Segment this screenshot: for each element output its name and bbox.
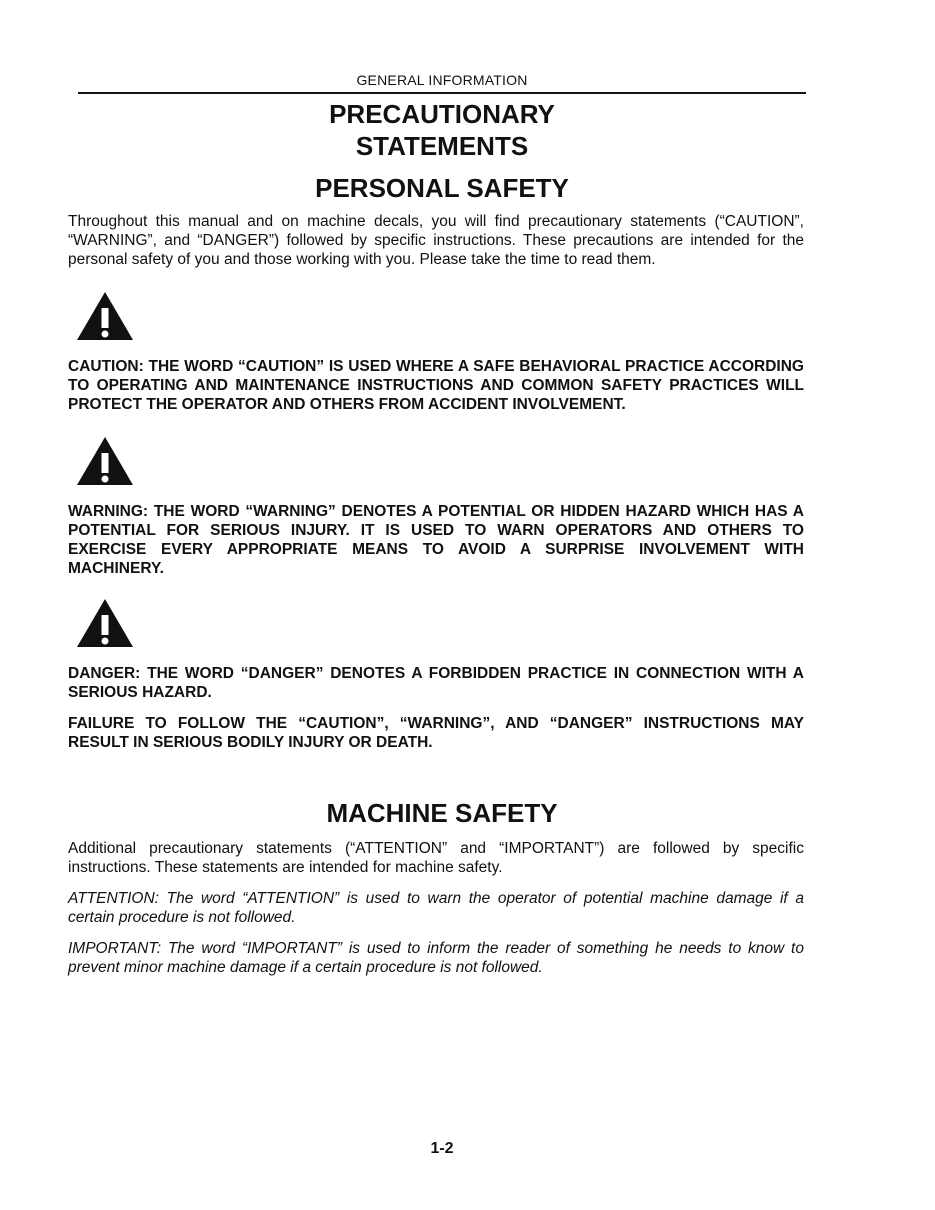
running-head: GENERAL INFORMATION (356, 72, 528, 88)
intro-paragraph: Throughout this manual and on machine decals, you will find precautionary statements (“CAUTION”, “WARNING”, and “DANGER”) followed by specific instructions. These precautions are intended for the personal safety of you and those working with you. Please take the time to read them. (68, 213, 804, 268)
caution-statement: CAUTION: THE WORD “CAUTION” IS USED WHERE A SAFE BEHAVIORAL PRACTICE ACCORDING TO OPERATING AND MAINTENANCE INSTRUCTIONS AND COMMON SAFETY PRACTICES WILL PROTECT THE OPERATOR AND OTHERS FROM ACCIDENT INVOLVEMENT. (68, 358, 804, 413)
title-precautionary: PRECAUTIONARY (329, 99, 555, 129)
danger-statement: DANGER: THE WORD “DANGER” DENOTES A FORBIDDEN PRACTICE IN CONNECTION WITH A SERIOUS HAZARD. (68, 665, 804, 701)
important-statement: IMPORTANT: The word “IMPORTANT” is used to inform the reader of something he needs to know to prevent minor machine damage if a certain procedure is not followed. (68, 940, 804, 976)
warning-statement: WARNING: THE WORD “WARNING” DENOTES A POTENTIAL OR HIDDEN HAZARD WHICH HAS A POTENTIAL FOR SERIOUS INJURY. IT IS USED TO WARN OPERATORS AND OTHERS TO EXERCISE EVERY APPROPRIATE MEANS TO AVOID A SURPRISE INVOLVEMENT WITH MACHINERY. (68, 503, 804, 577)
heading-machine-safety: MACHINE SAFETY (326, 798, 558, 828)
page-number: 1-2 (430, 1140, 454, 1157)
warning-triangle-icon (75, 597, 135, 649)
heading-personal-safety: PERSONAL SAFETY (315, 173, 569, 203)
warning-triangle-icon (75, 290, 135, 342)
title-statements: STATEMENTS (355, 131, 529, 161)
attention-statement: ATTENTION: The word “ATTENTION” is used to warn the operator of potential machine damage if a certain procedure is not followed. (68, 890, 804, 926)
failure-statement: FAILURE TO FOLLOW THE “CAUTION”, “WARNING”, AND “DANGER” INSTRUCTIONS MAY RESULT IN SERIOUS BODILY INJURY OR DEATH. (68, 715, 804, 751)
warning-triangle-icon (75, 435, 135, 487)
header-rule (78, 92, 806, 94)
additional-statements-paragraph: Additional precautionary statements (“ATTENTION” and “IMPORTANT”) are followed by specific instructions. These statements are intended for machine safety. (68, 840, 804, 876)
